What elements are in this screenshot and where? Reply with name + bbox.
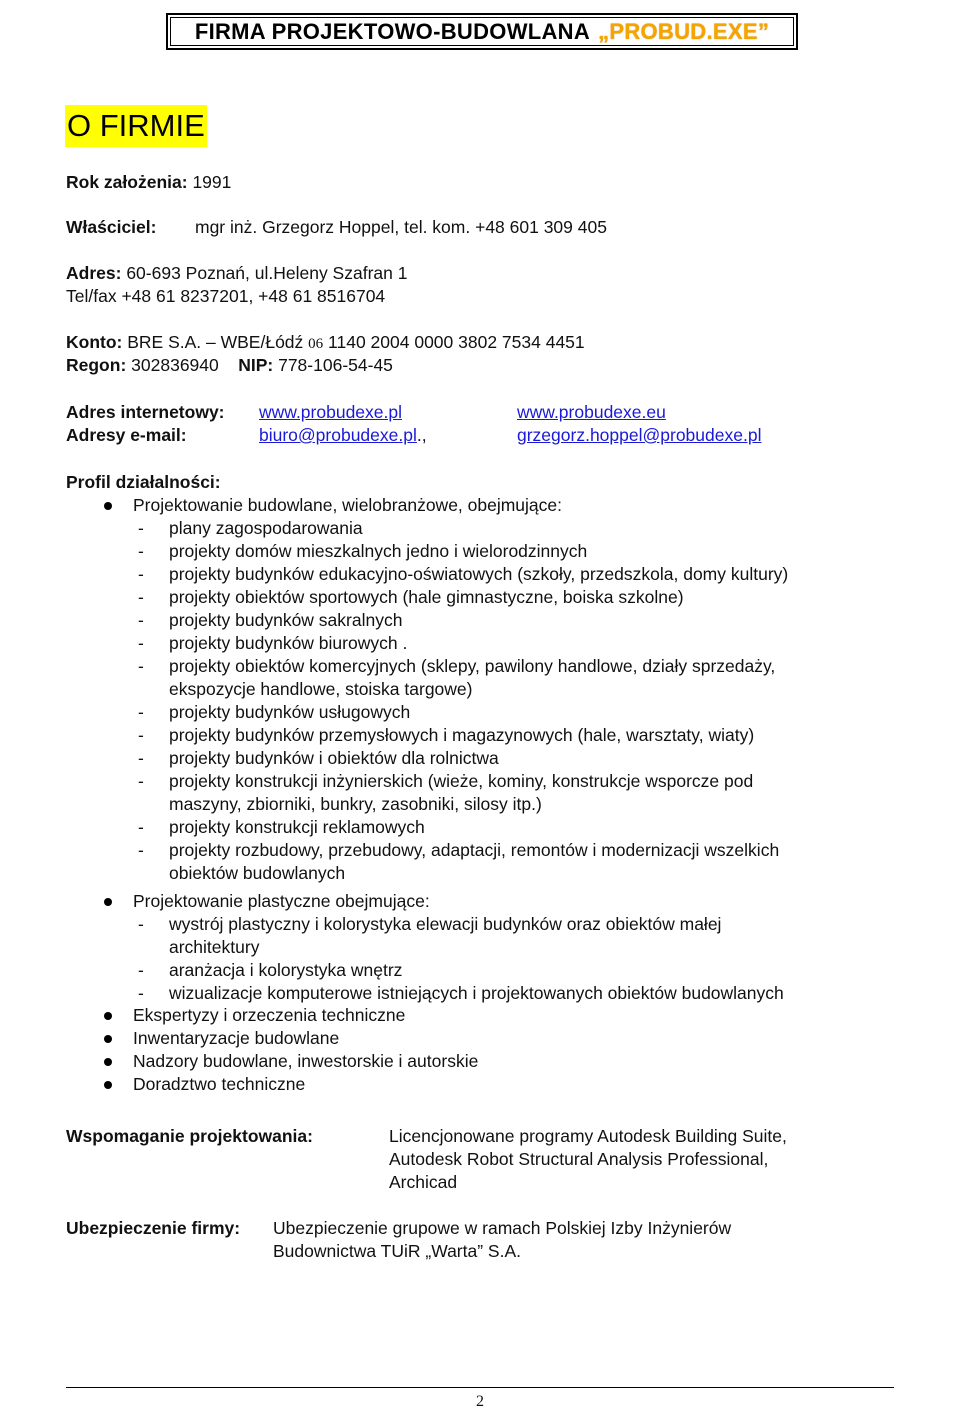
support-line: Licencjonowane programy Autodesk Building Suite, [389,1126,787,1146]
list-item: projekty budynków przemysłowych i magazynowych (hale, warsztaty, wiaty) [169,725,755,745]
list-dash: - [138,633,144,653]
founding-value: 1991 [192,172,232,192]
insurance-label: Ubezpieczenie firmy: [66,1218,241,1238]
regon-row [66,354,393,377]
insurance-line-1: Ubezpieczenie grupowe w ramach Polskiej Izby Inżynierów [273,1218,732,1238]
list-item: projekty konstrukcji reklamowych [169,817,425,837]
email-label: Adresy e-mail: [66,425,187,445]
list-item: projekty budynków biurowych . [169,633,408,653]
telfax: Tel/fax +48 61 8237201, +48 61 8516704 [66,286,386,306]
list-dash: - [138,771,144,791]
list-item: projekty obiektów sportowych (hale gimnastyczne, boiska szkolne) [169,587,684,607]
list-dash: - [138,914,144,934]
internet-label: Adres internetowy: [66,402,225,422]
list-item: projekty domów mieszkalnych jedno i wielorodzinnych [169,541,588,561]
header-banner [166,13,798,50]
support-label: Wspomaganie projektowania: [66,1126,313,1146]
list-dash: - [138,656,144,676]
page-number: 2 [476,1393,484,1410]
section-title: O FIRMIE [65,105,207,147]
founding-label: Rok założenia: [66,172,188,192]
regon-value: 302836940 [131,355,219,375]
list-dash: - [138,541,144,561]
list-item: maszyny, zbiorniki, bunkry, zasobniki, silosy itp.) [169,794,542,814]
bank-value-b: 1140 2004 0000 3802 7534 4451 [328,332,585,352]
owner-label: Właściciel: [66,217,157,237]
bullet-dot [104,898,112,906]
list-dash: - [138,840,144,860]
founding-row [66,171,231,194]
list-dash: - [138,610,144,630]
profile-label: Profil działalności: [66,472,221,492]
bank-row [66,331,585,356]
list-dash: - [138,564,144,584]
regon-label: Regon: [66,355,127,375]
website-link-pl[interactable]: www.probudexe.pl [259,402,402,422]
list-item: obiektów budowlanych [169,863,346,883]
list-item: projekty budynków sakralnych [169,610,403,630]
list-item: wystrój plastyczny i kolorystyka elewacji budynków oraz obiektów małej [169,914,722,934]
list-item: projekty obiektów komercyjnych (sklepy, pawilony handlowe, działy sprzedaży, [169,656,776,676]
email1-row [259,424,427,447]
owner-value: mgr inż. Grzegorz Hoppel, tel. kom. +48 601 309 405 [195,217,607,237]
header-banner-inner [170,17,794,46]
bank-value-num: 06 [308,336,324,352]
support-line: Archicad [389,1172,458,1192]
insurance-line-2: Budownictwa TUiR „Warta” S.A. [273,1241,521,1261]
address-value: 60-693 Poznań, ul.Heleny Szafran 1 [126,263,408,283]
support-line: Autodesk Robot Structural Analysis Professional, [389,1149,769,1169]
email1-suffix: ., [416,425,427,445]
list-dash: - [138,518,144,538]
bank-value-a: BRE S.A. – WBE/Łódź [127,332,304,352]
profile-bullet-5: Nadzory budowlane, inwestorskie i autorskie [133,1051,479,1071]
list-item: projekty budynków usługowych [169,702,411,722]
bullet-dot [104,502,112,510]
website-link-eu[interactable]: www.probudexe.eu [517,402,666,422]
profile-bullet-1: Projektowanie budowlane, wielobranżowe, obejmujące: [133,495,563,515]
bullet-dot [104,1058,112,1066]
nip-value: 778-106-54-45 [278,355,393,375]
nip-label: NIP: [238,355,274,375]
bank-label: Konto: [66,332,123,352]
footer-divider [66,1387,894,1388]
profile-bullet-2: Projektowanie plastyczne obejmujące: [133,891,430,911]
email-link-grzegorz[interactable]: grzegorz.hoppel@probudexe.pl [517,425,762,445]
company-name: FIRMA PROJEKTOWO-BUDOWLANA [194,18,591,44]
bullet-dot [104,1035,112,1043]
list-item: projekty konstrukcji inżynierskich (wieże, kominy, konstrukcje wsporcze pod [169,771,754,791]
list-item: projekty budynków i obiektów dla rolnictwa [169,748,499,768]
list-item: wizualizacje komputerowe istniejących i projektowanych obiektów budowlanych [169,983,784,1003]
email-link-biuro[interactable]: biuro@probudexe.pl [259,425,417,445]
list-item: architektury [169,937,260,957]
list-dash: - [138,587,144,607]
list-dash: - [138,725,144,745]
list-dash: - [138,702,144,722]
list-dash: - [138,983,144,1003]
bullet-dot [104,1012,112,1020]
brand-name: „PROBUD.EXE” [598,18,770,44]
address-row [66,262,407,285]
profile-bullet-6: Doradztwo techniczne [133,1074,306,1094]
bullet-dot [104,1081,112,1089]
profile-bullet-4: Inwentaryzacje budowlane [133,1028,340,1048]
list-item: aranżacja i kolorystyka wnętrz [169,960,403,980]
address-label: Adres: [66,263,122,283]
list-item: ekspozycje handlowe, stoiska targowe) [169,679,473,699]
list-item: projekty budynków edukacyjno-oświatowych (szkoły, przedszkola, domy kultury) [169,564,789,584]
list-item: projekty rozbudowy, przebudowy, adaptacji, remontów i modernizacji wszelkich [169,840,780,860]
list-dash: - [138,748,144,768]
list-dash: - [138,960,144,980]
list-item: plany zagospodarowania [169,518,363,538]
list-dash: - [138,817,144,837]
profile-bullet-3: Ekspertyzy i orzeczenia techniczne [133,1005,406,1025]
